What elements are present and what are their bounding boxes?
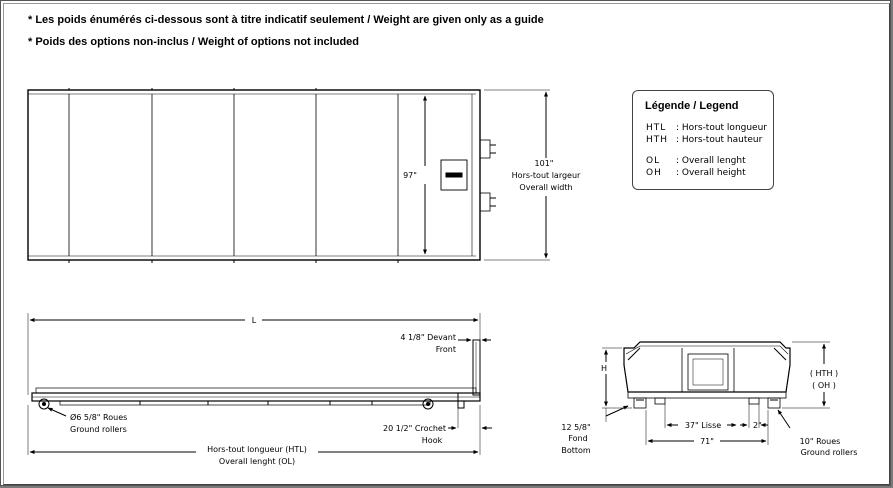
top-view — [28, 88, 550, 263]
legend-row-hth — [646, 135, 762, 145]
overall-length-en: Overall lenght (OL) — [218, 457, 296, 466]
base-frame — [628, 392, 786, 398]
legend-text-ol: : Overall lenght — [676, 156, 746, 166]
end-bottom-fr: Fond — [568, 434, 588, 443]
end-71-label: 71" — [700, 437, 714, 446]
end-2in-label: 2" — [753, 421, 762, 430]
bracket-lower — [480, 193, 490, 211]
end-view-body — [624, 342, 790, 392]
front-en: Front — [435, 345, 456, 354]
hook-en: Hook — [421, 436, 443, 445]
end-oh-label: ( OH ) — [812, 381, 836, 390]
door-panel — [688, 354, 728, 390]
end-hth-label: ( HTH ) — [809, 369, 839, 378]
end-rollers-en: Ground rollers — [800, 448, 858, 457]
front-wall — [473, 340, 480, 395]
end-bottom-dim: 12 5/8" — [561, 423, 591, 432]
legend-row-oh — [646, 168, 746, 178]
legend-text-oh: : Overall height — [676, 168, 746, 178]
legend-text-htl: : Hors-tout longueur — [676, 123, 768, 133]
legend-box — [632, 90, 774, 190]
legend-row-ol — [646, 156, 746, 166]
legend-abbr-oh: OH — [646, 168, 662, 178]
legend-abbr-ol: OL — [646, 156, 661, 166]
inner-width-label: 97" — [403, 171, 417, 180]
front-fr: 4 1/8" Devant — [400, 333, 456, 342]
legend-abbr-htl: HTL — [646, 123, 667, 133]
end-h-label: H — [600, 364, 608, 373]
overall-length-fr: Hors-tout longueur (HTL) — [207, 445, 307, 454]
legend-row-htl — [646, 123, 767, 133]
end-lisse-label: 37" Lisse — [684, 421, 722, 430]
under-rail — [60, 401, 430, 405]
legend-abbr-hth: HTH — [646, 135, 669, 145]
bracket-upper — [480, 140, 490, 158]
overall-width-label: 101" — [534, 159, 554, 168]
overall-width-fr: Hors-tout largeur — [511, 171, 581, 180]
legend-text-hth: : Hors-tout hauteur — [676, 135, 763, 145]
end-rollers-fr: 10" Roues — [799, 437, 841, 446]
weight-note-2: * Poids des options non-inclus / Weight of options not included — [28, 36, 360, 48]
rollers-en: Ground rollers — [70, 425, 127, 434]
legend-title: Légende / Legend — [645, 100, 739, 112]
weight-note-1: * Les poids énumérés ci-dessous sont à titre indicatif seulement / Weight are given only as a guide — [28, 14, 544, 26]
end-bottom-en: Bottom — [561, 446, 591, 455]
overall-width-en: Overall width — [519, 183, 573, 192]
length-label: L — [251, 316, 257, 325]
rollers-fr: Ø6 5/8" Roues — [70, 413, 128, 422]
hook-fr: 20 1/2" Crochet — [383, 424, 446, 433]
